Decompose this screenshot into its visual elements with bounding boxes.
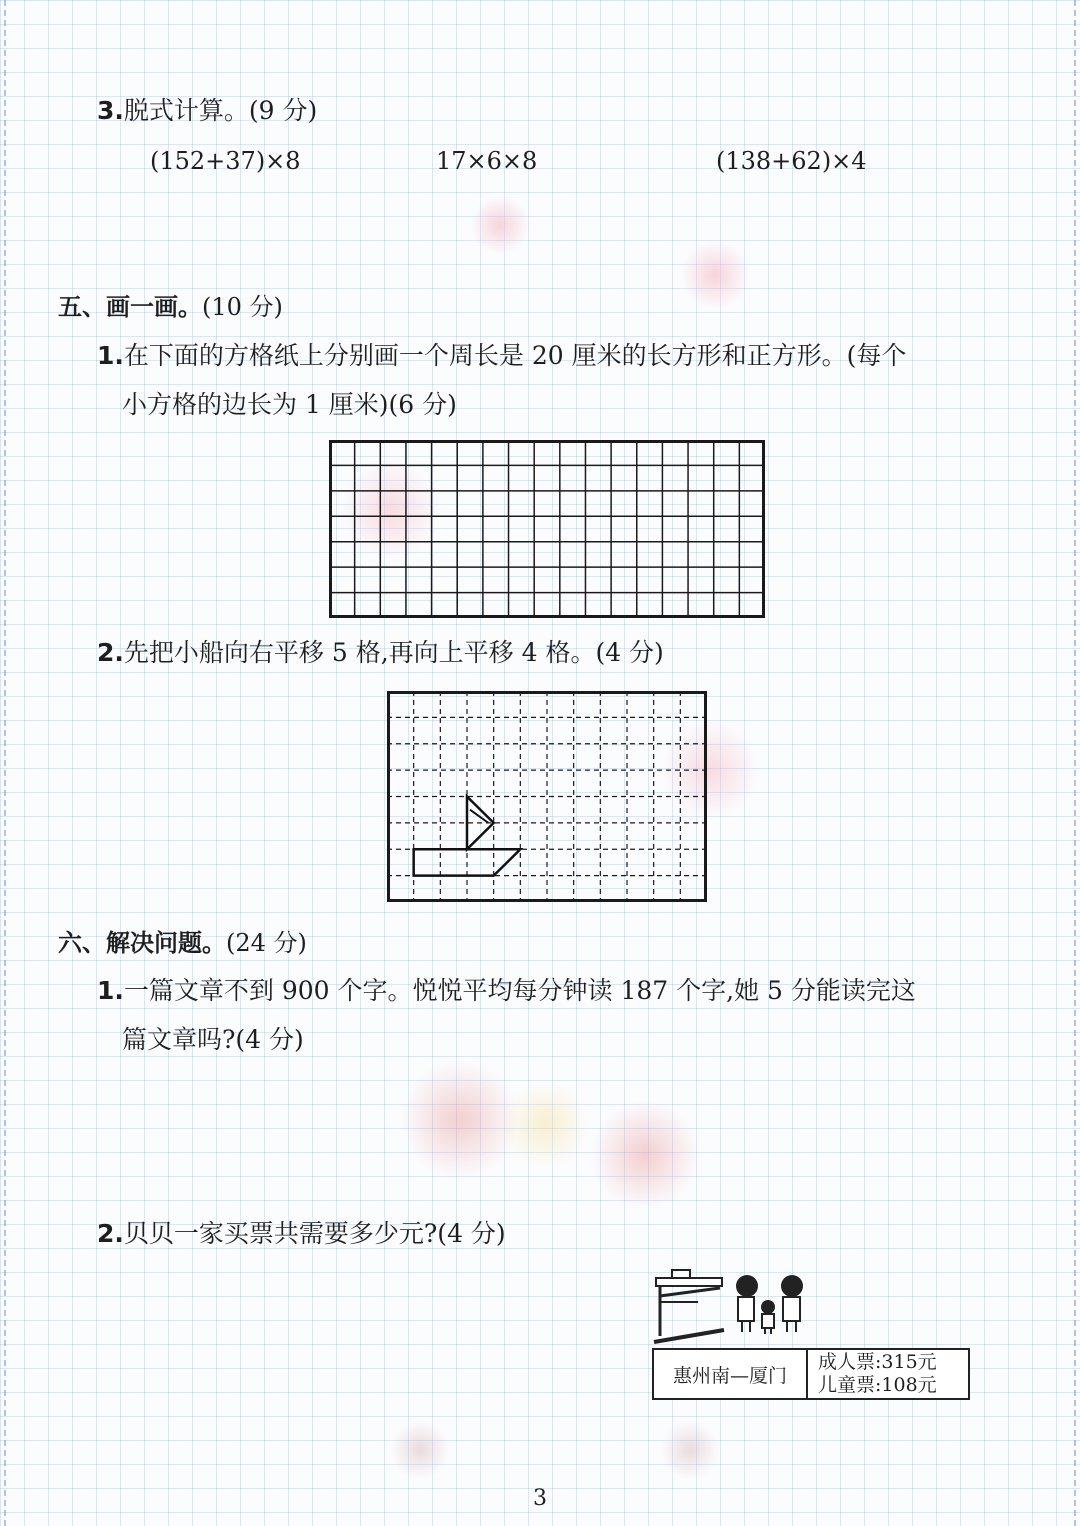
child-ticket-price: 儿童票:108元 (818, 1374, 937, 1396)
page-number: 3 (533, 1486, 547, 1511)
section-6-heading (58, 928, 307, 958)
section-5-points: (10 分) (202, 293, 283, 321)
problem-2 (97, 1219, 506, 1249)
train-ticket-price-board (652, 1348, 970, 1400)
calc-question (97, 96, 317, 126)
calc-expression-2: 17×6×8 (436, 147, 538, 175)
adult-ticket-price: 成人票:315元 (818, 1351, 937, 1373)
section-5-title: 五、画一画。 (58, 293, 202, 321)
section-5-heading (58, 292, 283, 322)
translate-question (97, 638, 664, 668)
calc-expression-1: (152+37)×8 (150, 147, 301, 175)
problem-2-text: 贝贝一家买票共需要多少元?(4 分) (123, 1219, 506, 1248)
calc-expression-3: (138+62)×4 (716, 147, 867, 175)
calc-question-number: 3. (97, 96, 124, 125)
section-6-points: (24 分) (226, 929, 307, 957)
square-grid-paper[interactable] (329, 440, 765, 618)
draw-question-1-line2: 小方格的边长为 1 厘米)(6 分) (122, 390, 457, 419)
page-edge-left (4, 0, 6, 1526)
problem-1-text: 一篇文章不到 900 个字。悦悦平均每分钟读 187 个字,她 5 分能读完这 (123, 976, 916, 1005)
ticket-route: 惠州南—厦门 (654, 1350, 808, 1398)
family-at-ticket-counter-illustration (650, 1266, 815, 1348)
page-edge-right (1074, 0, 1076, 1526)
dashed-grid-with-boat[interactable] (387, 691, 707, 902)
draw-question-1-number: 1. (97, 341, 124, 370)
ticket-prices (808, 1350, 968, 1398)
problem-1-line2: 篇文章吗?(4 分) (122, 1025, 304, 1054)
problem-2-number: 2. (97, 1219, 124, 1248)
draw-question-1-text: 在下面的方格纸上分别画一个周长是 20 厘米的长方形和正方形。(每个 (123, 341, 907, 370)
draw-question-1-line1 (97, 341, 906, 371)
problem-1-number: 1. (97, 976, 124, 1005)
section-6-title: 六、解决问题。 (58, 929, 226, 957)
calc-question-text: 脱式计算。(9 分) (123, 96, 318, 125)
translate-question-number: 2. (97, 638, 124, 667)
problem-1-line1 (97, 976, 916, 1006)
translate-question-text: 先把小船向右平移 5 格,再向上平移 4 格。(4 分) (123, 638, 664, 667)
grid-border (331, 442, 764, 617)
